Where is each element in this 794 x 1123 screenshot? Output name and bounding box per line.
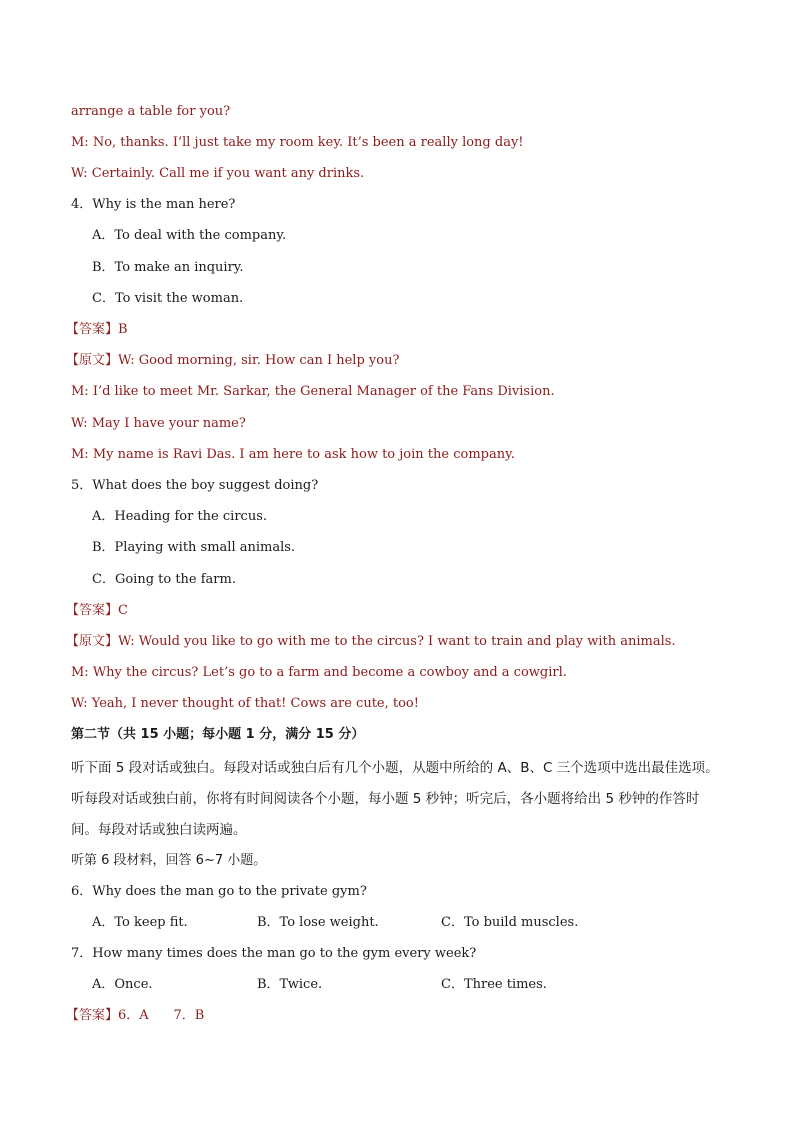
script-line: M: Why the circus? Let’s go to a farm and become a cowboy and a cowgirl. [71,665,567,680]
instruction-line: 听每段对话或独白前，你将有时间阅读各个小题，每小题 5 秒钟；听完后，各小题将给出 5 秒钟的作答时 [71,791,700,807]
question-6-option-b: B．To lose weight. [257,915,379,930]
script-line: W: Good morning, sir. How can I help you? [118,353,400,368]
question-6-option-a: A．To keep fit. [92,915,188,930]
instruction-line: 听下面 5 段对话或独白。每段对话或独白后有几个小题，从题中所给的 A、B、C 三个选项中选出最佳选项。 [71,760,719,776]
answer-tag: 【答案】 [66,603,119,618]
dialog-line: M: No, thanks. I’ll just take my room key. It’s been a really long day! [71,135,524,150]
question-7-option-c: C．Three times. [441,977,547,992]
script-line: W: Yeah, I never thought of that! Cows are cute, too! [71,696,419,711]
script-tag: 【原文】 [66,353,119,368]
question-4-option-a: A．To deal with the company. [92,228,287,243]
dialog-line: arrange a table for you? [71,104,231,119]
dialog-line: W: Certainly. Call me if you want any drinks. [71,166,365,181]
question-5-option-a: A．Heading for the circus. [92,509,267,524]
question-4-answer [66,321,128,339]
answer-value: C [118,603,128,618]
script-line: M: I’d like to meet Mr. Sarkar, the General Manager of the Fans Division. [71,384,555,399]
answer-value: B [118,322,128,337]
instruction-line: 间。每段对话或独白读两遍。 [71,822,247,838]
answer-tag: 【答案】 [66,322,119,337]
script-tag: 【原文】 [66,634,119,649]
question-4-script-first [66,352,399,370]
section-heading: 第二节（共 15 小题；每小题 1 分，满分 15 分） [71,727,365,742]
question-5-stem: 5．What does the boy suggest doing? [71,478,319,493]
question-7-option-b: B．Twice. [257,977,323,992]
material-label: 听第 6 段材料，回答 6~7 小题。 [71,853,267,868]
script-line: W: Would you like to go with me to the circus? I want to train and play with animals. [118,634,676,649]
script-line: W: May I have your name? [71,416,246,431]
question-6-option-c: C．To build muscles. [441,915,579,930]
question-5-option-b: B．Playing with small animals. [92,540,296,555]
question-5-option-c: C．Going to the farm. [92,572,236,587]
script-line: M: My name is Ravi Das. I am here to ask how to join the company. [71,447,515,462]
question-4-option-c: C．To visit the woman. [92,291,244,306]
answer-value: 6．A 7．B [118,1008,205,1023]
answer-6-7 [66,1007,204,1025]
answer-tag: 【答案】 [66,1008,119,1023]
question-4-option-b: B．To make an inquiry. [92,260,244,275]
question-7-option-a: A．Once. [92,977,153,992]
question-6-stem: 6．Why does the man go to the private gym? [71,884,367,899]
question-5-answer [66,602,128,620]
question-5-script-first [66,633,676,651]
question-4-stem: 4．Why is the man here? [71,197,236,212]
question-7-stem: 7．How many times does the man go to the gym every week? [71,946,477,961]
